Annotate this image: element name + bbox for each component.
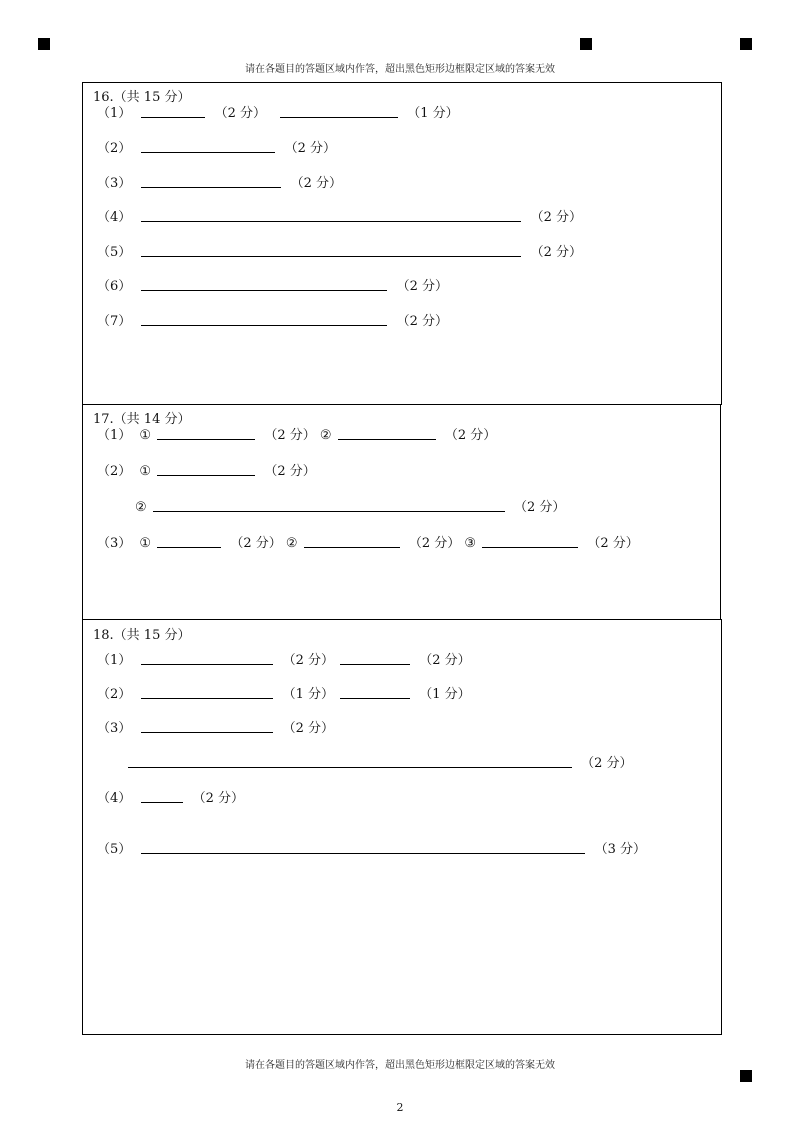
q18-row-4 xyxy=(97,787,244,806)
sub-item-marker: ① xyxy=(139,428,152,443)
q16-row-6 xyxy=(97,275,448,294)
sub-item-marker: ① xyxy=(139,464,152,479)
q17-row-3 xyxy=(97,532,639,551)
answer-blank[interactable] xyxy=(482,532,578,548)
sub-item-marker: ① xyxy=(139,536,152,551)
item-number: （7） xyxy=(97,314,132,329)
q16-row-7 xyxy=(97,310,448,329)
item-number: （5） xyxy=(97,842,132,857)
points-label: （2 分） xyxy=(264,428,316,443)
points-label: （2 分） xyxy=(264,464,316,479)
q18-row-1 xyxy=(97,649,471,668)
points-label: （2 分） xyxy=(282,653,334,668)
page-number: 2 xyxy=(396,1101,404,1114)
points-label: （2 分） xyxy=(419,653,471,668)
sub-item-marker: ② xyxy=(319,428,332,443)
points-label: （2 分） xyxy=(230,536,282,551)
item-number: （6） xyxy=(97,279,132,294)
q18-row-3 xyxy=(97,717,334,736)
question-title-17: 17.（共 14 分） xyxy=(93,412,191,427)
item-number: （1） xyxy=(97,653,132,668)
points-label: （2 分） xyxy=(530,210,582,225)
item-number: （3） xyxy=(97,721,132,736)
q17-row-1 xyxy=(97,424,496,443)
points-label: （2 分） xyxy=(284,141,336,156)
answer-blank[interactable] xyxy=(141,683,273,699)
points-label: （1 分） xyxy=(282,687,334,702)
answer-blank[interactable] xyxy=(141,838,585,854)
item-number: （4） xyxy=(97,210,132,225)
points-label: （2 分） xyxy=(581,756,633,771)
q16-row-5 xyxy=(97,241,582,260)
q18-row-2 xyxy=(97,683,471,702)
alignment-marker-top-center xyxy=(580,38,592,50)
answer-blank[interactable] xyxy=(157,424,255,440)
answer-blank[interactable] xyxy=(340,649,410,665)
answer-blank[interactable] xyxy=(141,102,205,118)
points-label: （1 分） xyxy=(407,106,459,121)
alignment-marker-bottom-right xyxy=(740,1070,752,1082)
alignment-marker-top-right xyxy=(740,38,752,50)
q16-row-4 xyxy=(97,206,582,225)
header-notice: 请在各题目的答题区域内作答，超出黑色矩形边框限定区域的答案无效 xyxy=(245,64,555,75)
points-label: （2 分） xyxy=(530,245,582,260)
q17-row-2b xyxy=(135,496,565,515)
answer-blank[interactable] xyxy=(280,102,398,118)
answer-blank[interactable] xyxy=(141,310,387,326)
item-number: （1） xyxy=(97,106,132,121)
answer-blank[interactable] xyxy=(141,787,183,803)
answer-blank[interactable] xyxy=(304,532,400,548)
points-label: （2 分） xyxy=(513,500,566,515)
q16-row-2 xyxy=(97,137,336,156)
item-number: （5） xyxy=(97,245,132,260)
points-label: （2 分） xyxy=(444,428,497,443)
answer-blank[interactable] xyxy=(141,717,273,733)
question-title-18: 18.（共 15 分） xyxy=(93,628,191,643)
answer-blank[interactable] xyxy=(128,752,572,768)
sub-item-marker: ③ xyxy=(464,536,477,551)
points-label: （1 分） xyxy=(419,687,471,702)
q16-row-1 xyxy=(97,102,459,121)
points-label: （3 分） xyxy=(594,842,646,857)
answer-blank[interactable] xyxy=(141,172,281,188)
item-number: （2） xyxy=(97,464,132,479)
item-number: （2） xyxy=(97,141,132,156)
q17-row-2 xyxy=(97,460,316,479)
points-label: （2 分） xyxy=(282,721,334,736)
answer-box-q18 xyxy=(82,619,722,1035)
item-number: （3） xyxy=(97,536,132,551)
sub-item-marker: ② xyxy=(285,536,298,551)
answer-blank[interactable] xyxy=(141,649,273,665)
item-number: （1） xyxy=(97,428,132,443)
points-label: （2 分） xyxy=(408,536,461,551)
answer-blank[interactable] xyxy=(157,460,255,476)
answer-blank[interactable] xyxy=(340,683,410,699)
q18-row-5 xyxy=(97,838,646,857)
alignment-marker-top-left xyxy=(38,38,50,50)
q16-row-3 xyxy=(97,172,342,191)
item-number: （2） xyxy=(97,687,132,702)
question-title-16: 16.（共 15 分） xyxy=(93,90,191,105)
footer-notice: 请在各题目的答题区域内作答，超出黑色矩形边框限定区域的答案无效 xyxy=(245,1060,555,1071)
points-label: （2 分） xyxy=(290,176,342,191)
answer-blank[interactable] xyxy=(141,206,521,222)
answer-blank[interactable] xyxy=(141,137,275,153)
q18-row-3b xyxy=(126,752,633,771)
points-label: （2 分） xyxy=(396,279,448,294)
item-number: （4） xyxy=(97,791,132,806)
answer-blank[interactable] xyxy=(338,424,436,440)
points-label: （2 分） xyxy=(587,536,639,551)
answer-blank[interactable] xyxy=(141,241,521,257)
points-label: （2 分） xyxy=(192,791,244,806)
answer-blank[interactable] xyxy=(153,496,505,512)
sub-item-marker: ② xyxy=(135,500,147,515)
answer-blank[interactable] xyxy=(141,275,387,291)
item-number: （3） xyxy=(97,176,132,191)
answer-blank[interactable] xyxy=(157,532,221,548)
points-label: （2 分） xyxy=(396,314,448,329)
points-label: （2 分） xyxy=(214,106,266,121)
